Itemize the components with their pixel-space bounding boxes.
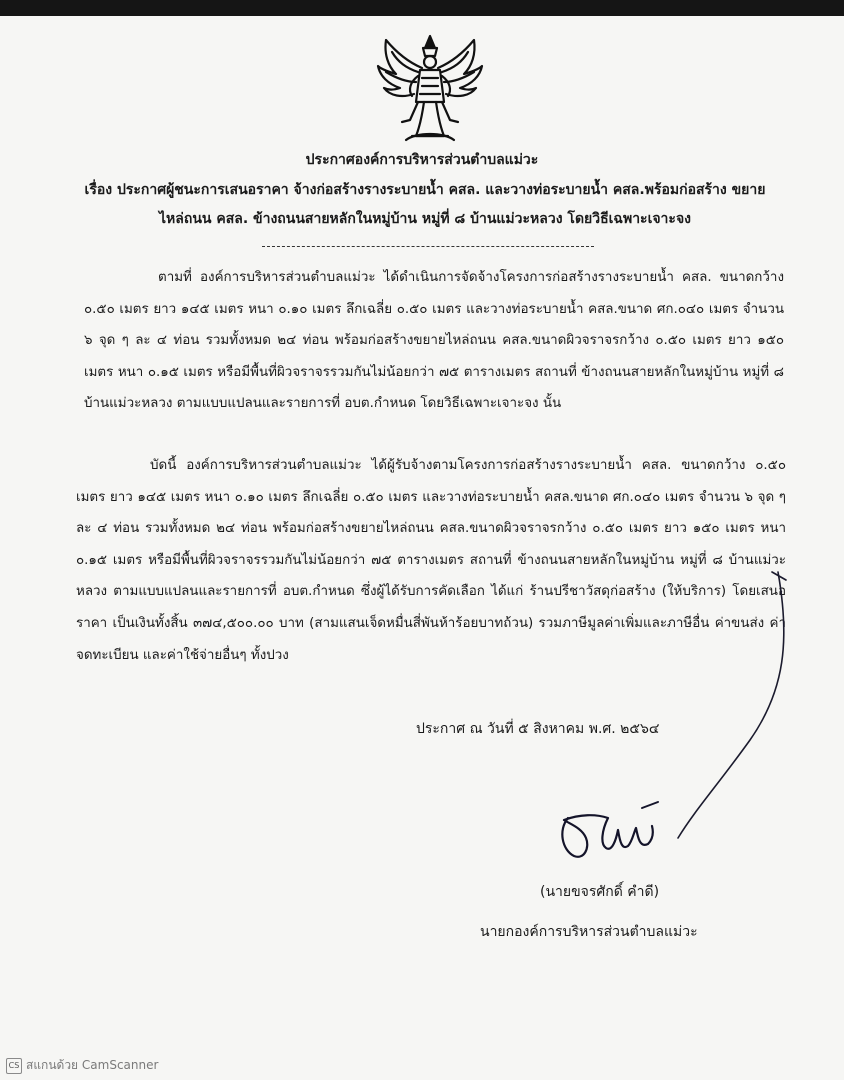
signer-position: นายกองค์การบริหารส่วนตำบลแม่วะ: [480, 924, 698, 940]
signer-name: (นายขจรศักดิ์ คำดี): [540, 884, 660, 900]
paragraph-award: บัดนี้ องค์การบริหารส่วนตำบลแม่วะ ได้ผู้รับจ้างตามโครงการก่อสร้างรางระบายน้ำ คสล. ขนาดกว้าง ๐.๕๐ เมตร ยาว ๑๔๕ เมตร หนา ๐.๑๐ เมตร ลึกเฉลี่ย ๐.๕๐ เมตร และวางท่อระบายน้ำ คสล.ขนาด ศก.๐๔๐ เมตร จำนวน ๖ จุด ๆ ละ ๔ ท่อน รวมทั้งหมด ๒๔ ท่อน พร้อมก่อสร้างขยายไหล่ถนน คสล.ขนาดผิวจราจรกว้าง ๐.๕๐ เมตร ยาว ๑๕๐ เมตร หนา ๐.๑๕ เมตร หรือมีพื้นที่ผิวจราจรรวมกันไม่น้อยกว่า ๗๕ ตารางเมตร สถานที่ ข้างถนนสายหลักในหมู่บ้าน หมู่ที่ ๘ บ้านแม่วะหลวง ตามแบบแปลนและรายการที่ อบต.กำหนด ซึ่งผู้ได้รับการคัดเลือก ได้แก่ ร้านปรีชาวัสดุก่อสร้าง (ให้บริการ) โดยเสนอราคา เป็นเงินทั้งสิ้น ๓๗๔,๕๐๐.๐๐ บาท (สามแสนเจ็ดหมื่นสี่พันห้าร้อยบาทถ้วน) รวมภาษีมูลค่าเพิ่มและภาษีอื่น ค่าขนส่ง ค่าจดทะเบียน และค่าใช้จ่ายอื่นๆ ทั้งปวง: [76, 458, 786, 663]
camscanner-watermark: [6, 1056, 158, 1075]
top-dark-edge: [0, 0, 844, 16]
paragraph-background: ตามที่ องค์การบริหารส่วนตำบลแม่วะ ได้ดำเนินการจัดจ้างโครงการก่อสร้างรางระบายน้ำ คสล. ขนาดกว้าง ๐.๕๐ เมตร ยาว ๑๔๕ เมตร หนา ๐.๑๐ เมตร ลึกเฉลี่ย ๐.๕๐ เมตร และวางท่อระบายน้ำ คสล.ขนาด ศก.๐๔๐ เมตร จำนวน ๖ จุด ๆ ละ ๔ ท่อน รวมทั้งหมด ๒๔ ท่อน พร้อมก่อสร้างขยายไหล่ถนน คสล.ขนาดผิวจราจรกว้าง ๐.๕๐ เมตร ยาว ๑๕๐ เมตร หนา ๐.๑๕ เมตร หรือมีพื้นที่ผิวจราจรรวมกันไม่น้อยกว่า ๗๕ ตารางเมตร สถานที่ ข้างถนนสายหลักในหมู่บ้าน หมู่ที่ ๘ บ้านแม่วะหลวง ตามแบบแปลนและรายการที่ อบต.กำหนด โดยวิธีเฉพาะเจาะจง นั้น: [84, 270, 784, 412]
announcement-date: ประกาศ ณ วันที่ ๕ สิงหาคม พ.ศ. ๒๕๖๔: [416, 721, 660, 737]
handwritten-signature: [556, 800, 666, 870]
garuda-emblem-icon: [372, 32, 488, 144]
camscanner-text: สแกนด้วย CamScanner: [26, 1058, 159, 1072]
announcement-heading: ประกาศองค์การบริหารส่วนตำบลแม่วะ: [305, 152, 539, 168]
announcement-subject: เรื่อง ประกาศผู้ชนะการเสนอราคา จ้างก่อสร้างรางระบายน้ำ คสล. และวางท่อระบายน้ำ คสล.พร้อมก่อสร้าง ขยายไหล่ถนน คสล. ข้างถนนสายหลักในหมู่บ้าน หมู่ที่ ๘ บ้านแม่วะหลวง โดยวิธีเฉพาะเจาะจง: [84, 182, 766, 227]
divider-line: [262, 246, 594, 247]
camscanner-logo-icon: CS: [6, 1058, 22, 1074]
